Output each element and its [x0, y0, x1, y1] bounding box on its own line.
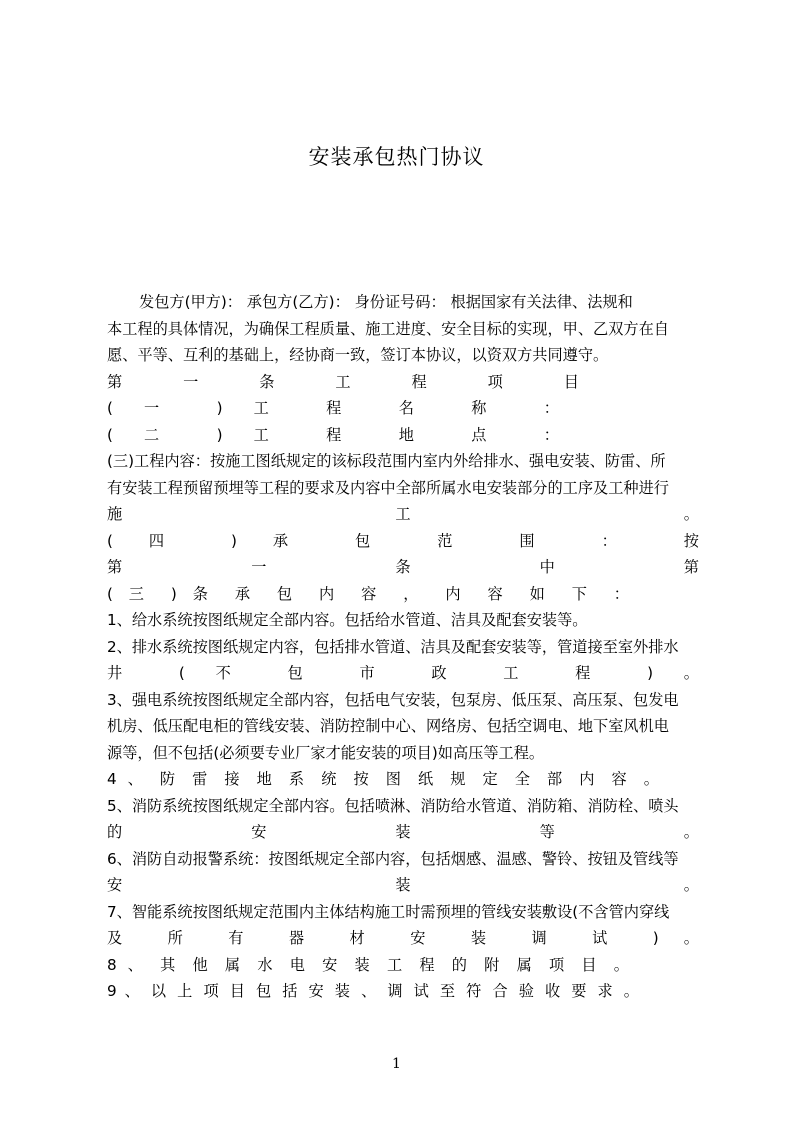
page-number: 1: [392, 1056, 401, 1072]
list-item: 及 所 有 器 材 安 装 调 试 ) 。: [107, 929, 699, 947]
paragraph-line: 有安装工程预留预埋等工程的要求及内容中全部所属水电安装部分的工序及工种进行: [107, 478, 669, 497]
list-item: 井 ( 不 包 市 政 工 程 ) 。: [107, 664, 699, 682]
paragraph-line: 本工程的具体情况，为确保工程质量、施工进度、安全目标的实现，甲、乙双方在自: [107, 319, 669, 338]
paragraph-line: 第 一 条 中 第: [107, 558, 699, 576]
list-item: 2、排水系统按图纸规定内容，包括排水管道、洁具及配套安装等，管道接至室外排水: [107, 637, 679, 656]
list-item: 机房、低压配电柜的管线安装、消防控制中心、网络房、包括空调电、地下室风机电: [107, 717, 669, 735]
list-item: 6、消防自动报警系统：按图纸规定全部内容，包括烟感、温感、警铃、按钮及管线等: [107, 849, 679, 868]
section-heading: 第 一 条 工 程 项 目: [107, 372, 579, 391]
list-item: 的 安 装 等 。: [107, 823, 699, 841]
list-item: 源等，但不包括(必须要专业厂家才能安装的项目)如高压等工程。: [107, 743, 545, 762]
list-item: 3、强电系统按图纸规定全部内容，包括电气安装，包泵房、低压泵、高压泵、包发电: [107, 690, 679, 709]
paragraph-line: 发包方(甲方)： 承包方(乙方)： 身份证号码： 根据国家有关法律、法规和: [139, 293, 633, 311]
paragraph-line: ( 三 ) 条 承 包 内 容 ， 内 容 如 下 ：: [107, 584, 629, 603]
paragraph-line: ( 四 ) 承 包 范 围 ： 按: [107, 531, 699, 550]
list-item: 5、消防系统按图纸规定全部内容。包括喷淋、消防给水管道、消防箱、消防栓、喷头: [107, 796, 679, 815]
paragraph-line: 愿、平等、互利的基础上，经协商一致，签订本协议，以资双方共同遵守。: [107, 346, 609, 364]
list-item: 7、智能系统按图纸规定范围内主体结构施工时需预埋的管线安装敷设(不含管内穿线: [107, 902, 670, 921]
document-body: [107, 289, 699, 1005]
paragraph-line: (三)工程内容：按施工图纸规定的该标段范围内室内外给排水、强电安装、防雷、所: [107, 452, 666, 470]
list-item: 4 、 防 雷 接 地 系 统 按 图 纸 规 定 全 部 内 容 。: [107, 770, 659, 788]
list-item: 安 装 。: [107, 876, 699, 894]
list-item: 8 、 其 他 属 水 电 安 装 工 程 的 附 属 项 目 。: [107, 955, 629, 974]
paragraph-line: ( 二 ) 工 程 地 点 ：: [107, 425, 559, 444]
list-item: 9 、 以 上 项 目 包 括 安 装 、 调 试 至 符 合 验 收 要 求 。: [107, 982, 639, 1000]
paragraph-line: ( 一 ) 工 程 名 称 ：: [107, 399, 559, 417]
list-item: 1、给水系统按图纸规定全部内容。包括给水管道、洁具及配套安装等。: [107, 611, 588, 629]
document-title: 安装承包热门协议: [308, 145, 485, 169]
paragraph-line: 施 工 。: [107, 505, 699, 523]
